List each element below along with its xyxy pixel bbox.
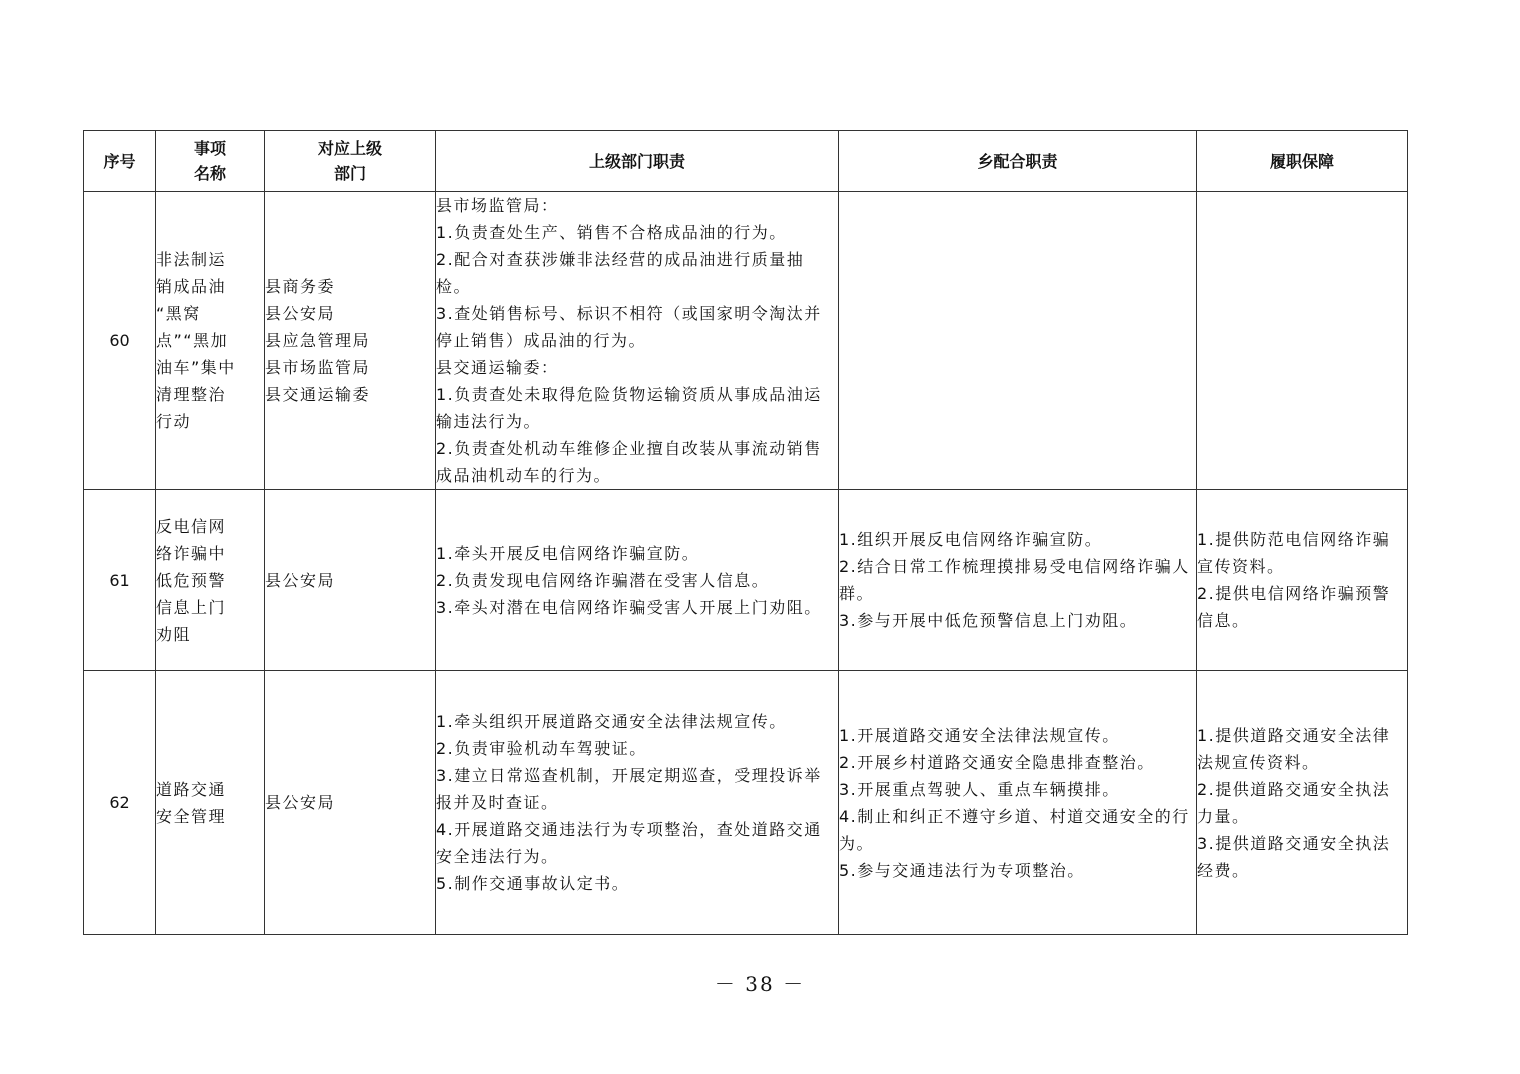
superior-duty: 1.牵头组织开展道路交通安全法律法规宣传。 2.负责审验机动车驾驶证。 3.建立日常巡查机制，开展定期巡查，受理投诉举报并及时查证。 4.开展道路交通违法行为专项整治，查处道路交通安全违法行为。 5.制作交通事故认定书。 [436, 671, 839, 935]
superior-duty: 1.牵头开展反电信网络诈骗宣防。 2.负责发现电信网络诈骗潜在受害人信息。 3.牵头对潜在电信网络诈骗受害人开展上门劝阻。 [436, 490, 839, 671]
header-guar: 履职保障 [1197, 131, 1408, 192]
item-name: 非法制运 销成品油 “黑窝 点”“黑加 油车”集中 清理整治 行动 [156, 192, 265, 490]
duty-table [83, 130, 1408, 935]
superior-dept: 县商务委 县公安局 县应急管理局 县市场监管局 县交通运输委 [265, 192, 436, 490]
table-row [84, 671, 1408, 935]
row-seq: 61 [84, 490, 156, 671]
header-duty: 上级部门职责 [436, 131, 839, 192]
table-row [84, 490, 1408, 671]
township-coop-duty: 1.开展道路交通安全法律法规宣传。 2.开展乡村道路交通安全隐患排查整治。 3.开展重点驾驶人、重点车辆摸排。 4.制止和纠正不遵守乡道、村道交通安全的行为。 5.参与交通违法行为专项整治。 [839, 671, 1197, 935]
township-coop-duty: 1.组织开展反电信网络诈骗宣防。 2.结合日常工作梳理摸排易受电信网络诈骗人群。 3.参与开展中低危预警信息上门劝阻。 [839, 490, 1197, 671]
header-seq: 序号 [84, 131, 156, 192]
superior-dept: 县公安局 [265, 490, 436, 671]
header-coop: 乡配合职责 [839, 131, 1197, 192]
superior-dept: 县公安局 [265, 671, 436, 935]
header-dept: 对应上级 部门 [265, 131, 436, 192]
table-row [84, 192, 1408, 490]
duty-guarantee: 1.提供道路交通安全法律法规宣传资料。 2.提供道路交通安全执法力量。 3.提供道路交通安全执法经费。 [1197, 671, 1408, 935]
duty-guarantee [1197, 192, 1408, 490]
page-number: － 38 － [714, 972, 806, 996]
item-name: 反电信网 络诈骗中 低危预警 信息上门 劝阻 [156, 490, 265, 671]
township-coop-duty [839, 192, 1197, 490]
superior-duty: 县市场监管局： 1.负责查处生产、销售不合格成品油的行为。 2.配合对查获涉嫌非法经营的成品油进行质量抽检。 3.查处销售标号、标识不相符（或国家明令淘汰并停止销售）成品油的行为。 县交通运输委： 1.负责查处未取得危险货物运输资质从事成品油运输违法行为。 2.负责查处机动车维修企业擅自改装从事流动销售成品油机动车的行为。 [436, 192, 839, 490]
item-name: 道路交通 安全管理 [156, 671, 265, 935]
row-seq: 60 [84, 192, 156, 490]
duty-guarantee: 1.提供防范电信网络诈骗宣传资料。 2.提供电信网络诈骗预警信息。 [1197, 490, 1408, 671]
header-name: 事项 名称 [156, 131, 265, 192]
row-seq: 62 [84, 671, 156, 935]
table-header-row [84, 131, 1408, 192]
